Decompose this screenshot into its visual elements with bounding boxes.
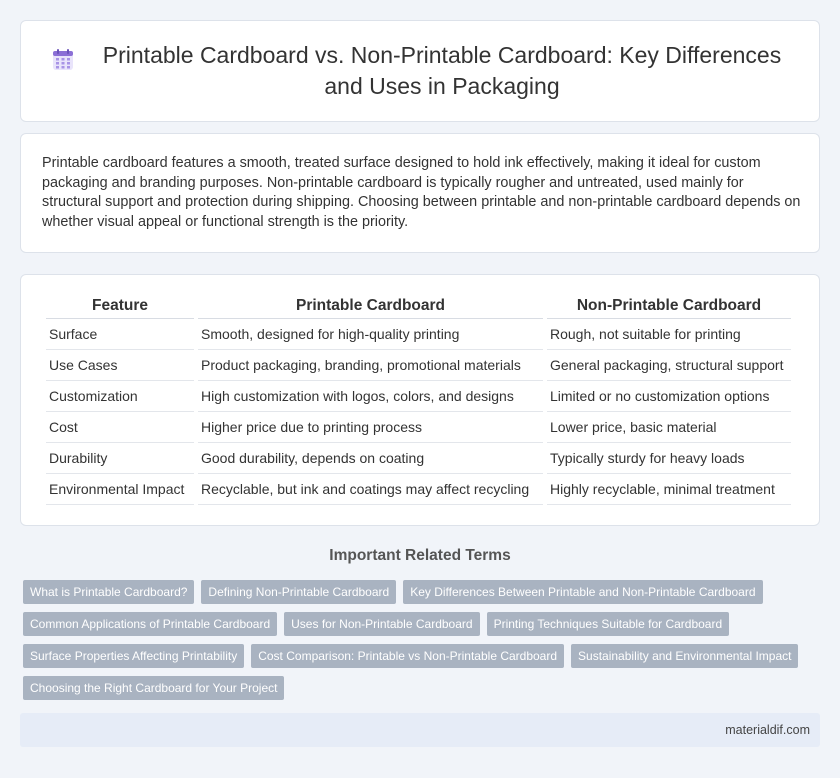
table-header-row (46, 295, 791, 319)
cell-non-printable: Rough, not suitable for printing (547, 319, 791, 350)
table-row (46, 350, 791, 381)
cell-non-printable: Limited or no customization options (547, 381, 791, 412)
cell-printable: Product packaging, branding, promotional materials (198, 350, 543, 381)
intro-paragraph: Printable cardboard features a smooth, treated surface designed to hold ink effectively, making it ideal for custom packaging and branding purposes. Non-printable cardboard is typically rougher and untreated, used mainly for structural support and protection during shipping. Choosing between printable and non-printable cardboard depends on whether visual appeal or functional strength is the priority. (42, 155, 801, 231)
related-term-tag[interactable]: Common Applications of Printable Cardboard (23, 612, 277, 636)
cell-feature: Surface (46, 319, 194, 350)
table-row (46, 474, 791, 505)
cell-printable: Recyclable, but ink and coatings may affect recycling (198, 474, 543, 505)
related-term-tag[interactable]: Printing Techniques Suitable for Cardboard (487, 612, 730, 636)
table-row (46, 443, 791, 474)
related-term-tag[interactable]: What is Printable Cardboard? (23, 580, 194, 604)
cell-feature: Use Cases (46, 350, 194, 381)
related-term-tag[interactable]: Sustainability and Environmental Impact (571, 644, 798, 668)
cell-feature: Durability (46, 443, 194, 474)
page-title: Printable Cardboard vs. Non-Printable Cardboard: Key Differences and Uses in Packaging (102, 42, 782, 99)
comparison-table (42, 295, 795, 505)
cell-non-printable: General packaging, structural support (547, 350, 791, 381)
cell-feature: Cost (46, 412, 194, 443)
comparison-card (20, 274, 820, 526)
cell-printable: High customization with logos, colors, and designs (198, 381, 543, 412)
cell-printable: Smooth, designed for high-quality printing (198, 319, 543, 350)
table-row (46, 412, 791, 443)
related-terms-heading: Important Related Terms (329, 547, 511, 564)
cell-non-printable: Highly recyclable, minimal treatment (547, 474, 791, 505)
cell-printable: Higher price due to printing process (198, 412, 543, 443)
header-feature: Feature (46, 295, 194, 319)
header-printable: Printable Cardboard (198, 295, 543, 319)
related-term-tag[interactable]: Defining Non-Printable Cardboard (201, 580, 396, 604)
related-term-tag[interactable]: Key Differences Between Printable and Non-Printable Cardboard (403, 580, 762, 604)
cell-feature: Environmental Impact (46, 474, 194, 505)
footer-site-link[interactable]: materialdif.com (725, 723, 810, 737)
table-row (46, 319, 791, 350)
intro-card (20, 133, 820, 253)
related-term-tag[interactable]: Uses for Non-Printable Cardboard (284, 612, 479, 636)
title-card (20, 20, 820, 122)
header-non-printable: Non-Printable Cardboard (547, 295, 791, 319)
cell-non-printable: Typically sturdy for heavy loads (547, 443, 791, 474)
related-term-tag[interactable]: Cost Comparison: Printable vs Non-Printable Cardboard (251, 644, 564, 668)
related-term-tag[interactable]: Surface Properties Affecting Printability (23, 644, 244, 668)
related-term-tag[interactable]: Choosing the Right Cardboard for Your Project (23, 676, 284, 700)
table-row (46, 381, 791, 412)
cell-printable: Good durability, depends on coating (198, 443, 543, 474)
cell-non-printable: Lower price, basic material (547, 412, 791, 443)
cell-feature: Customization (46, 381, 194, 412)
related-terms-list (23, 580, 823, 708)
footer (20, 713, 820, 747)
